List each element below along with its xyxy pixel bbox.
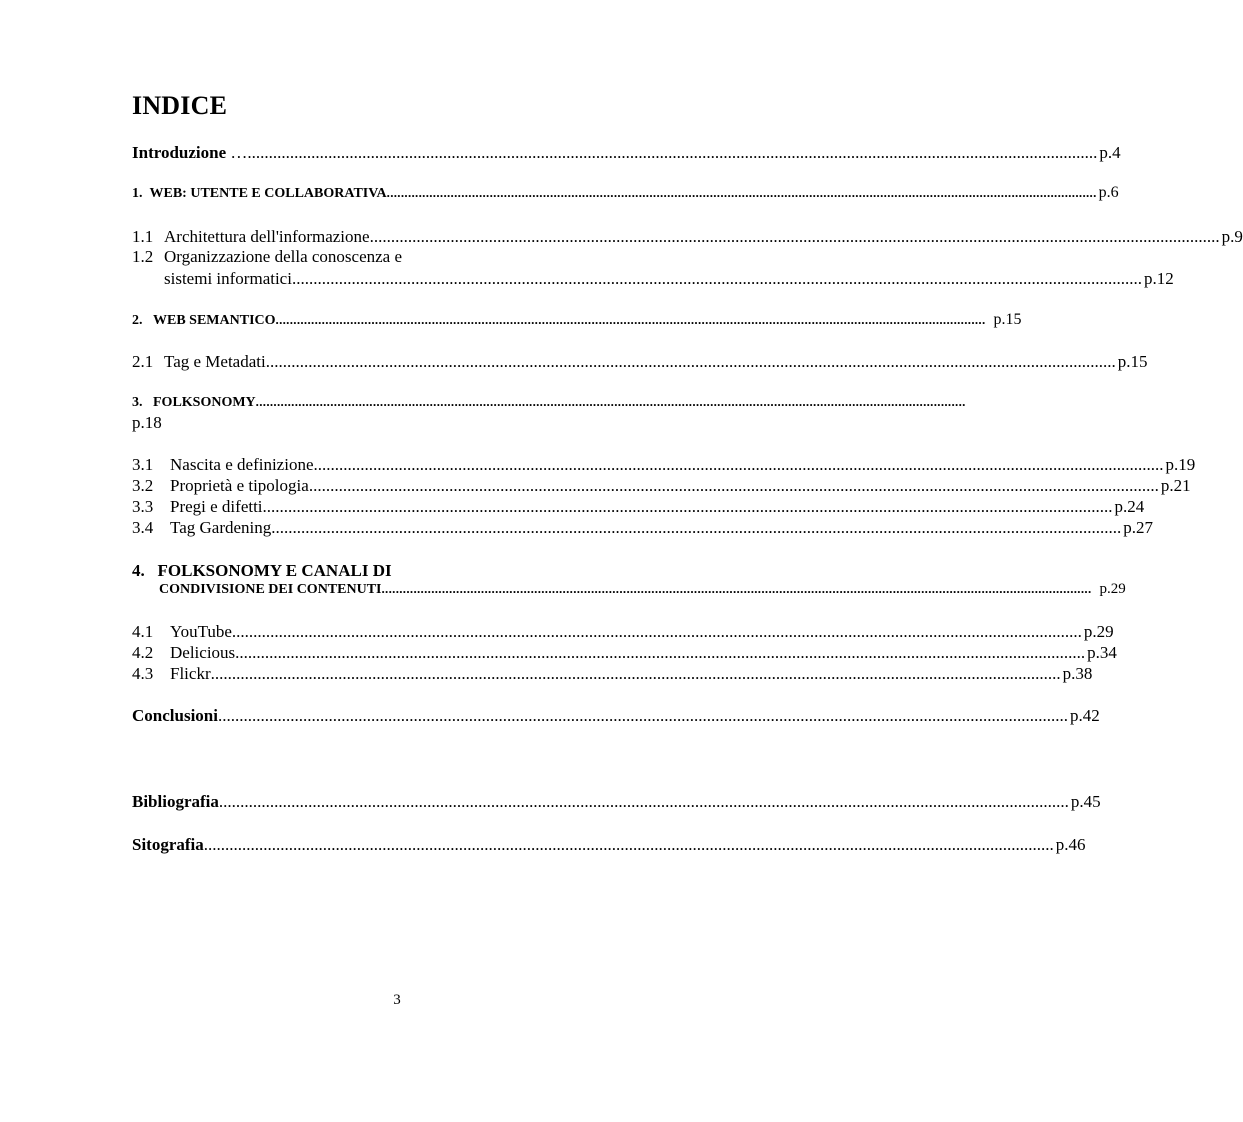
toc-leader-ellipsis: …: [226, 143, 248, 162]
toc-number: 3.2: [132, 476, 154, 495]
toc-label: WEB: UTENTE E COLLABORATIVA: [149, 186, 387, 201]
toc-entry-sitografia: [132, 835, 1086, 857]
toc-number: 2.: [132, 313, 143, 328]
toc-number: 4.1: [132, 622, 154, 641]
toc-label: Proprietà e tipologia: [170, 476, 309, 495]
toc-label: Conclusioni: [132, 706, 218, 725]
toc-entry-conclusioni: [132, 706, 1100, 728]
toc-section-4-line1: [132, 561, 392, 581]
toc-page: p.9: [1221, 227, 1243, 246]
toc-number: 1.2: [132, 247, 154, 266]
toc-leader: ........................................................................................................................................................................................................: [381, 581, 1092, 596]
toc-label: sistemi informatici: [164, 269, 292, 288]
toc-number: 3.1: [132, 455, 154, 474]
toc-label: Flickr: [170, 664, 211, 683]
toc-page: p.15: [1117, 352, 1148, 371]
toc-leader: ........................................................................................................................................................................................................: [210, 664, 1061, 683]
toc-leader: ........................................................................................................................................................................................................: [217, 706, 1068, 725]
toc-label: Architettura dell'informazione: [164, 227, 370, 246]
toc-label: FOLKSONOMY E CANALI DI: [157, 561, 392, 580]
toc-section-1: [132, 184, 1119, 206]
toc-entry-2-1: [132, 352, 1148, 374]
toc-page: p.42: [1069, 706, 1100, 725]
toc-number: 3.: [132, 395, 143, 410]
toc-page: p.38: [1062, 664, 1093, 683]
toc-page: p.29: [1083, 622, 1114, 641]
toc-label: WEB SEMANTICO: [153, 313, 276, 328]
toc-label: Organizzazione della conoscenza e: [164, 247, 403, 266]
toc-entry-3-1: [132, 455, 1196, 477]
toc-entry-1-2-line1: [132, 247, 402, 267]
toc-leader: ........................................................................................................................................................................................................: [291, 269, 1142, 288]
toc-section-3: [132, 394, 966, 416]
toc-number: 1.1: [132, 227, 154, 246]
toc-page: p.4: [1099, 143, 1121, 162]
toc-page: p.46: [1055, 835, 1086, 854]
toc-page: p.29: [1099, 581, 1126, 597]
toc-entry-1-1: [132, 227, 1243, 249]
toc-number: 2.1: [132, 352, 154, 371]
toc-leader: ........................................................................................................................................................................................................: [231, 622, 1082, 641]
toc-entry-introduzione: [132, 143, 1121, 165]
toc-label: Tag e Metadati: [164, 352, 266, 371]
toc-number: 4.3: [132, 664, 154, 683]
toc-leader: ........................................................................................................................................................................................................: [203, 835, 1054, 854]
toc-page: p.15: [993, 311, 1022, 328]
toc-leader: ........................................................................................................................................................................................................: [271, 518, 1122, 537]
toc-label: Sitografia: [132, 835, 204, 854]
toc-number: 3.4: [132, 518, 154, 537]
toc-number: 4.2: [132, 643, 154, 662]
toc-page: p.12: [1143, 269, 1174, 288]
page-number: 3: [393, 992, 401, 1008]
toc-leader: ........................................................................................................................................................................................................: [247, 143, 1098, 162]
toc-section-4: [132, 581, 1126, 603]
toc-entry-3-2: [132, 476, 1191, 498]
toc-number: 4.: [132, 561, 145, 580]
toc-label: Tag Gardening: [170, 518, 272, 537]
toc-page: p.27: [1123, 518, 1153, 537]
toc-leader: ........................................................................................................................................................................................................: [235, 643, 1086, 662]
toc-label: Pregi e difetti: [170, 497, 263, 516]
toc-leader: ........................................................................................................................................................................................................: [255, 394, 966, 409]
toc-entry-4-2: [132, 643, 1117, 665]
toc-leader: ........................................................................................................................................................................................................: [369, 227, 1220, 246]
toc-entry-bibliografia: [132, 792, 1101, 814]
toc-leader: ........................................................................................................................................................................................................: [262, 497, 1113, 516]
toc-page: p.24: [1114, 497, 1145, 516]
toc-number: 3.3: [132, 497, 154, 516]
toc-leader: ........................................................................................................................................................................................................: [218, 792, 1069, 811]
toc-number: 1.: [132, 186, 143, 201]
toc-label: Introduzione: [132, 143, 227, 162]
toc-entry-3-3: [132, 497, 1145, 519]
toc-page: p.34: [1087, 643, 1117, 662]
toc-leader: ........................................................................................................................................................................................................: [308, 476, 1159, 495]
toc-page: p.45: [1070, 792, 1101, 811]
page-title: INDICE: [132, 91, 228, 120]
toc-entry-1-2: [132, 269, 1174, 291]
toc-page: p.18: [132, 413, 162, 432]
toc-leader: ........................................................................................................................................................................................................: [313, 455, 1164, 474]
toc-entry-4-3: [132, 664, 1093, 686]
toc-label: YouTube: [170, 622, 232, 641]
toc-page: p.21: [1160, 476, 1191, 495]
toc-label: Delicious: [170, 643, 236, 662]
toc-page: p.19: [1165, 455, 1196, 474]
toc-entry-3-4: [132, 518, 1153, 540]
toc-label: Bibliografia: [132, 792, 219, 811]
toc-leader: ........................................................................................................................................................................................................: [275, 312, 986, 327]
toc-entry-4-1: [132, 622, 1114, 644]
toc-leader: ........................................................................................................................................................................................................: [265, 352, 1116, 371]
toc-section-2: [132, 311, 1022, 333]
toc-label: FOLKSONOMY: [153, 395, 256, 410]
toc-page: p.6: [1098, 184, 1119, 201]
toc-label: Nascita e definizione: [170, 455, 314, 474]
toc-label: CONDIVISIONE DEI CONTENUTI: [159, 582, 382, 597]
toc-leader: ........................................................................................................................................................................................................: [386, 185, 1097, 200]
